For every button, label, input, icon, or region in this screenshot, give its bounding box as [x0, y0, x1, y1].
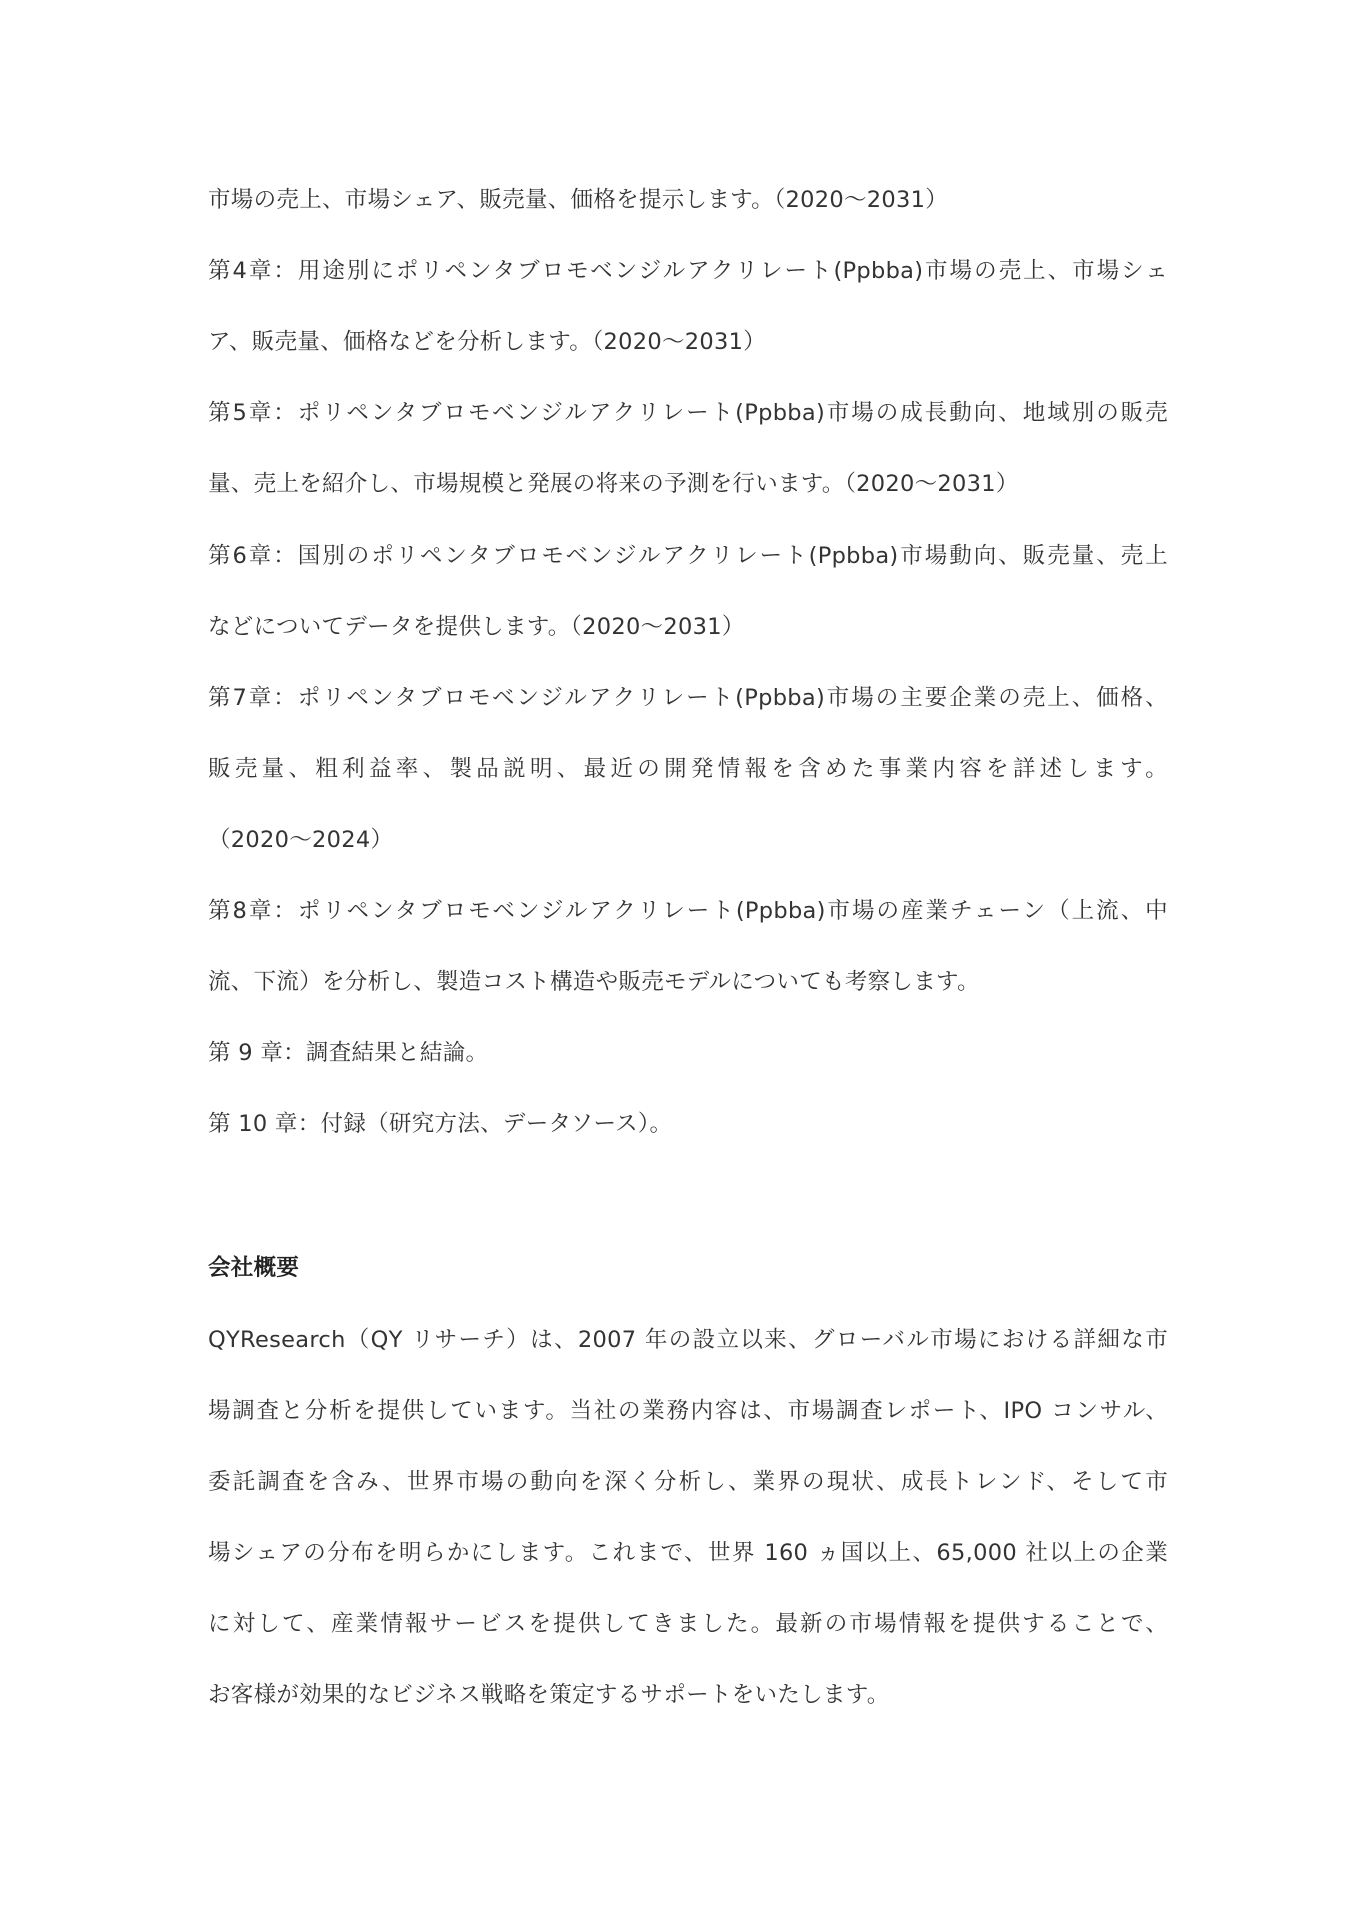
chapter-7-text: 第7章：ポリペンタブロモベンジルアクリレート(Ppbba)市場の主要企業の売上、価格、	[208, 685, 1168, 711]
company-text-line: 委託調査を含み、世界市場の動向を深く分析し、業界の現状、成長トレンド、そして市	[208, 1469, 1168, 1495]
chapter-5-text: 第5章：ポリペンタブロモベンジルアクリレート(Ppbba)市場の成長動向、地域別の販売	[208, 400, 1168, 426]
company-text-line: に対して、産業情報サービスを提供してきました。最新の市場情報を提供することで、	[208, 1611, 1168, 1637]
chapter-4-text-end: ア、販売量、価格などを分析します。（2020～2031）	[208, 329, 767, 355]
chapter-6-text-end: などについてデータを提供します。（2020～2031）	[208, 614, 745, 640]
chapter-7-text-cont: 販売量、粗利益率、製品説明、最近の開発情報を含めた事業内容を詳述します。	[208, 756, 1168, 782]
chapter-8-text-end: 流、下流）を分析し、製造コスト構造や販売モデルについても考察します。	[208, 969, 980, 995]
chapter-6-text: 第6章：国別のポリペンタブロモベンジルアクリレート(Ppbba)市場動向、販売量、売上	[208, 543, 1168, 569]
chapter-10-text: 第 10 章：付録（研究方法、データソース）。	[208, 1111, 673, 1137]
company-heading: 会社概要	[208, 1255, 300, 1281]
company-text-line: 場調査と分析を提供しています。当社の業務内容は、市場調査レポート、IPO コンサル、	[208, 1398, 1168, 1424]
chapter-3-text-end: 市場の売上、市場シェア、販売量、価格を提示します。（2020～2031）	[208, 187, 949, 213]
chapter-5-text-end: 量、売上を紹介し、市場規模と発展の将来の予測を行います。（2020～2031）	[208, 471, 1019, 497]
company-text-line: お客様が効果的なビジネス戦略を策定するサポートをいたします。	[208, 1682, 890, 1708]
company-text-line: 場シェアの分布を明らかにします。これまで、世界 160 ヵ国以上、65,000 社以上の企業	[208, 1540, 1168, 1566]
chapter-7-text-end: （2020～2024）	[208, 827, 394, 853]
chapter-9-text: 第 9 章：調査結果と結論。	[208, 1040, 489, 1066]
chapter-8-text: 第8章：ポリペンタブロモベンジルアクリレート(Ppbba)市場の産業チェーン（上流、中	[208, 898, 1168, 924]
company-text-line: QYResearch（QY リサーチ）は、2007 年の設立以来、グローバル市場における詳細な市	[208, 1327, 1168, 1353]
chapter-4-text: 第4章：用途別にポリペンタブロモベンジルアクリレート(Ppbba)市場の売上、市場シェ	[208, 258, 1168, 284]
